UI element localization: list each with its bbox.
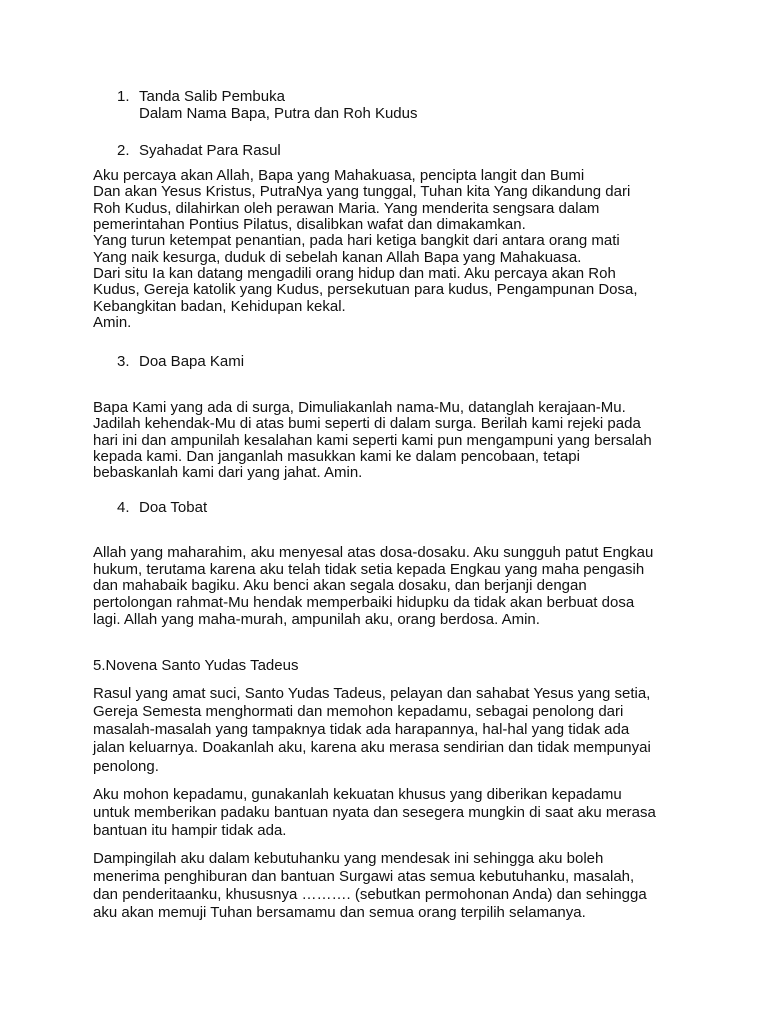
text-line: jalan keluarnya. Doakanlah aku, karena aku merasa sendirian dan tidak mempunyai xyxy=(93,739,651,756)
heading-novena: 5.Novena Santo Yudas Tadeus xyxy=(93,657,299,674)
text-line: aku akan memuji Tuhan bersamamu dan semua orang terpilih selamanya. xyxy=(93,904,586,921)
text-line: untuk memberikan padaku bantuan nyata dan sesegera mungkin di saat aku merasa xyxy=(93,804,656,821)
text-line: lagi. Allah yang maha-murah, ampunilah aku, orang berdosa. Amin. xyxy=(93,611,540,628)
text-line: menerima penghiburan dan bantuan Surgawi atas semua kebutuhanku, masalah, xyxy=(93,868,635,885)
text-line: Jadilah kehendak-Mu di atas bumi seperti di dalam surga. Berilah kami rejeki pada xyxy=(93,415,641,432)
text-line: bantuan itu hampir tidak ada. xyxy=(93,822,287,839)
list-number-2: 2. xyxy=(117,142,130,159)
text-line: Dan akan Yesus Kristus, PutraNya yang tunggal, Tuhan kita Yang dikandung dari xyxy=(93,183,631,200)
text-line: Aku mohon kepadamu, gunakanlah kekuatan khusus yang diberikan kepadamu xyxy=(93,786,622,803)
heading-tanda-salib: Tanda Salib Pembuka xyxy=(139,88,285,105)
text-line: Dampingilah aku dalam kebutuhanku yang mendesak ini sehingga aku boleh xyxy=(93,850,604,867)
text-line: Gereja Semesta menghormati dan memohon kepadamu, sebagai penolong dari xyxy=(93,703,624,720)
text-line: Amin. xyxy=(93,314,132,331)
text-line: Yang naik kesurga, duduk di sebelah kanan Allah Bapa yang Mahakuasa. xyxy=(93,249,582,266)
text-line: kepada kami. Dan janganlah masukkan kami ke dalam pencobaan, tetapi xyxy=(93,448,580,465)
heading-doa-tobat: Doa Tobat xyxy=(139,499,208,516)
text-line: masalah-masalah yang tampaknya tidak ada harapannya, hal-hal yang tidak ada xyxy=(93,721,630,738)
list-number-1: 1. xyxy=(117,88,130,105)
text-line: Kebangkitan badan, Kehidupan kekal. xyxy=(93,298,346,315)
text-line: hukum, terutama karena aku telah tidak setia kepada Engkau yang maha pengasih xyxy=(93,561,645,578)
heading-syahadat: Syahadat Para Rasul xyxy=(139,142,281,159)
list-number-4: 4. xyxy=(117,499,130,516)
text-line: hari ini dan ampunilah kesalahan kami seperti kami pun mengampuni yang bersalah xyxy=(93,432,652,449)
subtitle-tanda-salib: Dalam Nama Bapa, Putra dan Roh Kudus xyxy=(139,105,418,122)
text-line: Rasul yang amat suci, Santo Yudas Tadeus, pelayan dan sahabat Yesus yang setia, xyxy=(93,685,651,702)
text-line: dan penderitaanku, khususnya ………. (sebutkan permohonan Anda) dan sehingga xyxy=(93,886,647,903)
text-line: Roh Kudus, dilahirkan oleh perawan Maria. Yang menderita sengsara dalam xyxy=(93,200,600,217)
text-line: Kudus, Gereja katolik yang Kudus, persekutuan para kudus, Pengampunan Dosa, xyxy=(93,281,638,298)
text-line: Bapa Kami yang ada di surga, Dimuliakanlah nama-Mu, datanglah kerajaan-Mu. xyxy=(93,399,626,416)
text-line: Allah yang maharahim, aku menyesal atas dosa-dosaku. Aku sungguh patut Engkau xyxy=(93,544,654,561)
text-line: Yang turun ketempat penantian, pada hari ketiga bangkit dari antara orang mati xyxy=(93,232,620,249)
list-number-3: 3. xyxy=(117,353,130,370)
text-line: pemerintahan Pontius Pilatus, disalibkan wafat dan dimakamkan. xyxy=(93,216,526,233)
text-line: pertolongan rahmat-Mu hendak memperbaiki hidupku da tidak akan berbuat dosa xyxy=(93,594,635,611)
text-line: dan mahabaik bagiku. Aku benci akan segala dosaku, dan berjanji dengan xyxy=(93,577,587,594)
text-line: Dari situ Ia kan datang mengadili orang hidup dan mati. Aku percaya akan Roh xyxy=(93,265,616,282)
text-line: bebaskanlah kami dari yang jahat. Amin. xyxy=(93,464,363,481)
text-line: Aku percaya akan Allah, Bapa yang Mahakuasa, pencipta langit dan Bumi xyxy=(93,167,585,184)
heading-bapa-kami: Doa Bapa Kami xyxy=(139,353,245,370)
text-line: penolong. xyxy=(93,758,159,775)
